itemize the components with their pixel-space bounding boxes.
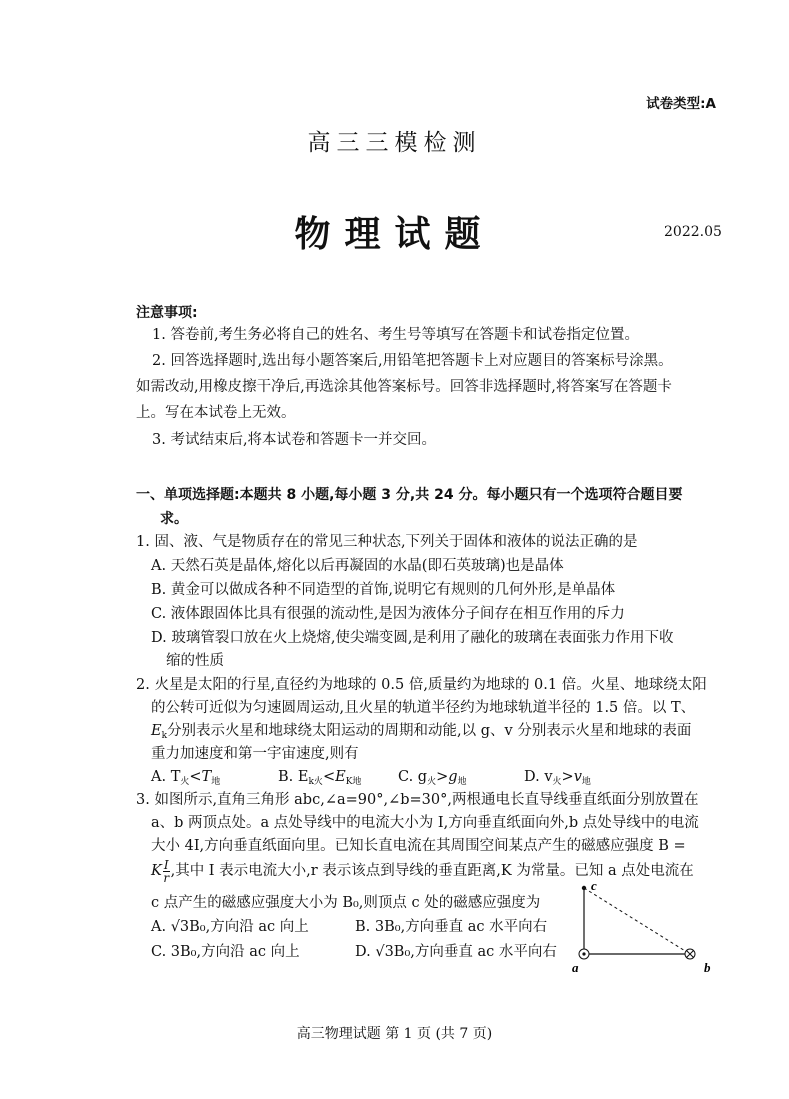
point-c	[582, 886, 586, 890]
label-a: a	[572, 960, 579, 975]
q3-option-b: B. 3B₀,方向垂直 ac 水平向右	[355, 919, 548, 935]
q1-option-a: A. 天然石英是晶体,熔化以后再凝固的水晶(即石英玻璃)也是晶体	[151, 558, 564, 574]
wire-into-page-icon	[685, 949, 695, 959]
q1-option-c: C. 液体跟固体比具有很强的流动性,是因为液体分子间存在相互作用的斥力	[151, 606, 625, 622]
notice-line-2c: 上。写在本试卷上无效。	[136, 405, 296, 421]
q1-option-b: B. 黄金可以做成各种不同造型的首饰,说明它有规则的几何外形,是单晶体	[151, 582, 616, 598]
section-1-heading: 一、单项选择题:本题共 8 小题,每小题 3 分,共 24 分。每小题只有一个选项符合题目要	[136, 487, 683, 503]
q3-option-a: A. √3B₀,方向沿 ac 向上	[151, 919, 309, 935]
notice-line-2b: 如需改动,用橡皮擦干净后,再选涂其他答案标号。回答非选择题时,将答案写在答题卡	[136, 379, 672, 395]
notice-line-3: 3. 考试结束后,将本试卷和答题卡一并交回。	[152, 432, 437, 448]
q3-line-1: 3. 如图所示,直角三角形 abc,∠a=90°,∠b=30°,两根通电长直导线垂直纸面分别放置在	[136, 792, 699, 808]
formula-fraction: $\frac{I}{r}$	[163, 857, 170, 885]
q2-option-c: C. $g_火>g_地$	[398, 769, 467, 787]
notice-heading: 注意事项:	[136, 305, 198, 321]
label-c: c	[591, 878, 597, 893]
notice-line-1: 1. 答卷前,考生务必将自己的姓名、考生号等填写在答题卡和试卷指定位置。	[152, 327, 640, 343]
q2-option-a: A. $T_火<T_地$	[151, 769, 221, 787]
q3-line-2: a、b 两顶点处。a 点处导线中的电流大小为 I,方向垂直纸面向外,b 点处导线中的电流	[151, 815, 699, 831]
q3-line-4: K $\frac{I}{r}$ ,其中 I 表示电流大小,r 表示该点到导线的垂直距离,K 为常量。已知 a 点处电流在	[151, 857, 694, 885]
q3-option-d: D. √3B₀,方向垂直 ac 水平向右	[355, 944, 557, 960]
q1-option-d: D. 玻璃管裂口放在火上烧熔,使尖端变圆,是利用了融化的玻璃在表面张力作用下收	[151, 630, 674, 646]
q3-option-c: C. 3B₀,方向沿 ac 向上	[151, 944, 300, 960]
wire-out-of-page-icon	[579, 949, 589, 959]
side-bc-dashed	[584, 888, 690, 954]
paper-type-label: 试卷类型:A	[646, 96, 716, 112]
q2-line-1: 2. 火星是太阳的行星,直径约为地球的 0.5 倍,质量约为地球的 0.1 倍。火星、地球绕太阳	[136, 677, 707, 693]
q2-option-b: B. $E_{k火}<E_{K地}$	[278, 769, 362, 787]
q2-line-2: 的公转可近似为匀速圆周运动,且火星的轨道半径约为地球轨道半径的 1.5 倍。以 T、	[151, 700, 696, 716]
q2-line-3: $E_k$分别表示火星和地球绕太阳运动的周期和动能,以 g、v 分别表示火星和地球的表面	[151, 723, 692, 741]
q2-line-4: 重力加速度和第一宇宙速度,则有	[151, 746, 359, 762]
page-footer: 高三物理试题 第 1 页 (共 7 页)	[296, 1026, 493, 1042]
q3-line-5: c 点产生的磁感应强度大小为 B₀,则顶点 c 处的磁感应强度为	[151, 895, 541, 911]
section-1-heading-cont: 求。	[160, 511, 188, 527]
triangle-figure	[560, 876, 720, 976]
q1-stem: 1. 固、液、气是物质存在的常见三种状态,下列关于固体和液体的说法正确的是	[136, 534, 638, 550]
subject-title: 物理试题	[294, 213, 495, 255]
q1-option-d-cont: 缩的性质	[166, 653, 224, 669]
q3-line-3: 大小 4I,方向垂直纸面向里。已知长直电流在其周围空间某点产生的磁感应强度 B =	[151, 838, 686, 854]
exam-date: 2022.05	[664, 224, 722, 240]
exam-title: 高三三模检测	[307, 130, 482, 156]
label-b: b	[704, 960, 711, 975]
q2-option-d: D. $v_火>v_地$	[524, 769, 591, 787]
notice-line-2a: 2. 回答选择题时,选出每小题答案后,用铅笔把答题卡上对应题目的答案标号涂黑。	[152, 353, 673, 369]
